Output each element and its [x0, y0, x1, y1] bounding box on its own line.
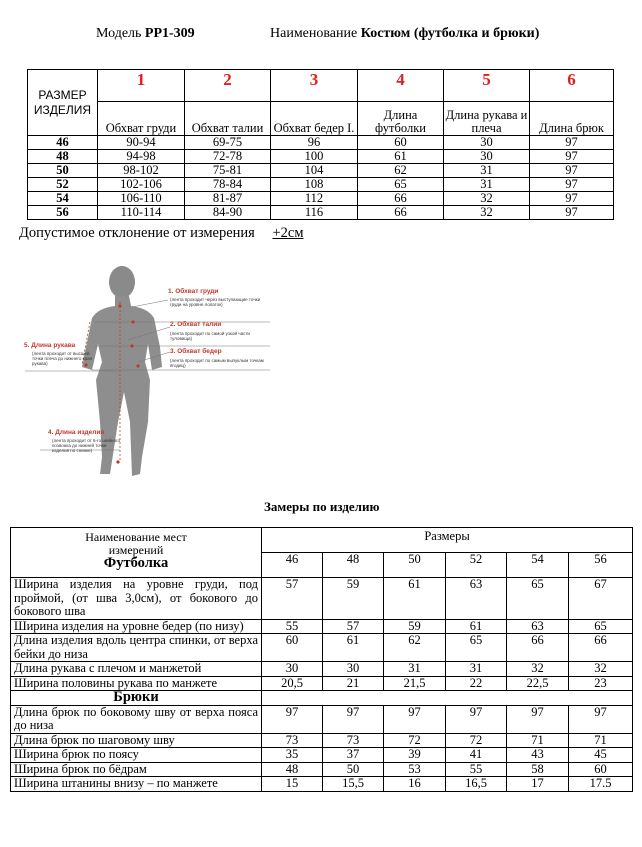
measure-value: 61 — [323, 634, 384, 662]
value-cell: 97 — [530, 150, 614, 164]
measure-row — [11, 619, 633, 634]
figure-label-length: 4. Длина изделия — [48, 429, 105, 436]
measure-value: 65 — [507, 578, 569, 620]
measure-value: 45 — [569, 748, 633, 763]
size-row — [28, 150, 614, 164]
measure-value: 30 — [262, 662, 323, 677]
figure-label-chest: 1. Обхват груди — [168, 288, 219, 295]
size-row — [28, 206, 614, 220]
measure-value: 17 — [507, 777, 569, 792]
size-row — [28, 164, 614, 178]
value-cell: 104 — [271, 164, 358, 178]
size-row — [28, 178, 614, 192]
value-cell: 66 — [358, 206, 444, 220]
name-header: Наименование мест измерений — [85, 530, 187, 557]
value-cell: 112 — [271, 192, 358, 206]
section-empty — [262, 691, 633, 706]
measure-value: 31 — [446, 662, 507, 677]
value-cell: 116 — [271, 206, 358, 220]
value-cell: 110-114 — [98, 206, 185, 220]
measure-value: 97 — [569, 705, 633, 733]
value-cell: 30 — [444, 136, 530, 150]
measure-value: 16,5 — [446, 777, 507, 792]
size-header-cell: 48 — [323, 553, 384, 578]
measure-value: 43 — [507, 748, 569, 763]
measure-value: 97 — [446, 705, 507, 733]
product-name-line — [270, 26, 539, 42]
value-cell: 98-102 — [98, 164, 185, 178]
measure-row — [11, 676, 633, 691]
model-code: РР1-309 — [144, 26, 195, 41]
size-header-cell: РАЗМЕР ИЗДЕЛИЯ — [28, 70, 98, 136]
value-cell: 97 — [530, 178, 614, 192]
value-cell: 75-81 — [185, 164, 271, 178]
measure-value: 62 — [384, 634, 446, 662]
header-row — [11, 528, 633, 553]
value-cell: 90-94 — [98, 136, 185, 150]
measure-value: 35 — [262, 748, 323, 763]
measure-value: 66 — [507, 634, 569, 662]
value-cell: 32 — [444, 206, 530, 220]
value-cell: 72-78 — [185, 150, 271, 164]
measure-value: 60 — [262, 634, 323, 662]
measure-row — [11, 705, 633, 733]
deviation-value: +2см — [272, 225, 304, 241]
value-cell: 31 — [444, 178, 530, 192]
value-cell: 60 — [358, 136, 444, 150]
measure-value: 58 — [507, 762, 569, 777]
measure-value: 22,5 — [507, 676, 569, 691]
measure-value: 22 — [446, 676, 507, 691]
size-header-cell: 52 — [446, 553, 507, 578]
measure-value: 97 — [262, 705, 323, 733]
value-cell: 84-90 — [185, 206, 271, 220]
size-header-cell: 54 — [507, 553, 569, 578]
col-number: 3 — [271, 70, 358, 102]
measure-row — [11, 762, 633, 777]
size-table — [27, 69, 614, 220]
measure-row — [11, 733, 633, 748]
size-header-cell: 56 — [569, 553, 633, 578]
value-cell: 62 — [358, 164, 444, 178]
figure-note-length: (лента проходит от 6-го шейного позвонка до нижней точки изделия по спинке) — [52, 438, 120, 453]
value-cell: 97 — [530, 136, 614, 150]
name-value: Костюм (футболка и брюки) — [360, 26, 540, 41]
figure-note-sleeve: (лента проходит от высшей точки плеча до нижнего края рукава) — [32, 351, 93, 366]
value-cell: 102-106 — [98, 178, 185, 192]
measure-value: 57 — [262, 578, 323, 620]
deviation-text: Допустимое отклонение от измерения — [19, 225, 255, 241]
figure-note-hips: (лента проходит по самым выпуклым точкам ягодиц) — [170, 358, 264, 368]
name-label: Наименование — [270, 26, 358, 41]
value-cell: 100 — [271, 150, 358, 164]
measure-value: 61 — [384, 578, 446, 620]
measure-value: 63 — [446, 578, 507, 620]
measure-name: Ширина изделия на уровне бедер (по низу) — [11, 619, 262, 634]
col-label: Длина брюк — [530, 102, 614, 136]
size-header-cell: 46 — [262, 553, 323, 578]
measure-value: 20,5 — [262, 676, 323, 691]
measure-value: 21,5 — [384, 676, 446, 691]
value-cell: 97 — [530, 164, 614, 178]
measure-value: 71 — [507, 733, 569, 748]
measure-value: 55 — [262, 619, 323, 634]
figure-note-waist: (лента проходит по самой узкой части туловища) — [170, 331, 250, 341]
measure-value: 21 — [323, 676, 384, 691]
measure-value: 72 — [446, 733, 507, 748]
measure-value: 53 — [384, 762, 446, 777]
model-label: Модель — [96, 26, 142, 41]
measure-value: 15,5 — [323, 777, 384, 792]
size-row — [28, 192, 614, 206]
measure-name: Длина изделия вдоль центра спинки, от верха бейки до низа — [11, 634, 262, 662]
col-number: 4 — [358, 70, 444, 102]
size-row — [28, 136, 614, 150]
body-silhouette-icon — [20, 262, 280, 487]
value-cell: 97 — [530, 192, 614, 206]
value-cell: 30 — [444, 150, 530, 164]
measure-value: 73 — [323, 733, 384, 748]
value-cell: 32 — [444, 192, 530, 206]
measure-value: 72 — [384, 733, 446, 748]
measure-value: 59 — [384, 619, 446, 634]
measure-value: 61 — [446, 619, 507, 634]
deviation-note — [19, 225, 304, 242]
measure-value: 41 — [446, 748, 507, 763]
measure-value: 50 — [323, 762, 384, 777]
measure-value: 97 — [384, 705, 446, 733]
measure-name: Длина рукава с плечом и манжетой — [11, 662, 262, 677]
col-label: Длина рукава и плеча — [444, 102, 530, 136]
measure-value: 32 — [507, 662, 569, 677]
measure-value: 63 — [507, 619, 569, 634]
col-number: 1 — [98, 70, 185, 102]
figure-label-hips: 3. Обхват бедер — [170, 348, 222, 355]
measure-value: 60 — [569, 762, 633, 777]
measure-row — [11, 777, 633, 792]
value-cell: 108 — [271, 178, 358, 192]
section-row — [11, 691, 633, 706]
size-cell: 50 — [28, 164, 98, 178]
value-cell: 31 — [444, 164, 530, 178]
measure-value: 37 — [323, 748, 384, 763]
value-cell: 78-84 — [185, 178, 271, 192]
col-label: Обхват бедер I. — [271, 102, 358, 136]
measure-value: 31 — [384, 662, 446, 677]
size-cell: 54 — [28, 192, 98, 206]
measure-table — [10, 527, 633, 792]
col-label: Обхват груди — [98, 102, 185, 136]
measure-value: 57 — [323, 619, 384, 634]
measure-value: 97 — [323, 705, 384, 733]
measure-value: 23 — [569, 676, 633, 691]
size-cell: 48 — [28, 150, 98, 164]
measure-row — [11, 578, 633, 620]
model-line — [96, 26, 195, 42]
measure-name: Ширина штанины внизу – по манжете — [11, 777, 262, 792]
measure-row — [11, 748, 633, 763]
measure-value: 59 — [323, 578, 384, 620]
measure-value: 48 — [262, 762, 323, 777]
measure-name: Ширина брюк по бёдрам — [11, 762, 262, 777]
col-number: 5 — [444, 70, 530, 102]
measure-name: Ширина половины рукава по манжете — [11, 676, 262, 691]
figure-note-chest: (лента проходит через выступающие точки груди на уровне лопаток) — [170, 297, 261, 307]
size-header-cell: 50 — [384, 553, 446, 578]
figure-label-sleeve: 5. Длина рукава — [24, 342, 76, 349]
measure-value: 65 — [569, 619, 633, 634]
measure-value: 16 — [384, 777, 446, 792]
measure-value: 67 — [569, 578, 633, 620]
value-cell: 66 — [358, 192, 444, 206]
measure-value: 65 — [446, 634, 507, 662]
value-cell: 96 — [271, 136, 358, 150]
measure-value: 55 — [446, 762, 507, 777]
measure-value: 32 — [569, 662, 633, 677]
value-cell: 81-87 — [185, 192, 271, 206]
measure-value: 17.5 — [569, 777, 633, 792]
measure-value: 39 — [384, 748, 446, 763]
measurement-figure — [20, 262, 280, 487]
value-cell: 69-75 — [185, 136, 271, 150]
col-label: Длина футболки — [358, 102, 444, 136]
size-cell: 52 — [28, 178, 98, 192]
size-cell: 56 — [28, 206, 98, 220]
measure-name: Ширина брюк по поясу — [11, 748, 262, 763]
measure-value: 71 — [569, 733, 633, 748]
measure-value: 66 — [569, 634, 633, 662]
value-cell: 97 — [530, 206, 614, 220]
col-label: Обхват талии — [185, 102, 271, 136]
col-number: 6 — [530, 70, 614, 102]
measure-row — [11, 634, 633, 662]
figure-label-waist: 2. Обхват талии — [170, 321, 222, 328]
section-title: Футболка — [103, 555, 169, 571]
col-number: 2 — [185, 70, 271, 102]
measure-name: Длина брюк по шаговому шву — [11, 733, 262, 748]
section-title: Брюки — [11, 691, 262, 706]
sizes-header: Размеры — [262, 528, 633, 553]
measure-value: 97 — [507, 705, 569, 733]
measure-value: 73 — [262, 733, 323, 748]
size-cell: 46 — [28, 136, 98, 150]
measure-name: Длина брюк по боковому шву от верха пояса до низа — [11, 705, 262, 733]
value-cell: 61 — [358, 150, 444, 164]
measure-value: 15 — [262, 777, 323, 792]
measure-name: Ширина изделия на уровне груди, под проймой, (от шва 3,0см), от бокового до бокового шва — [11, 578, 262, 620]
measure-value: 30 — [323, 662, 384, 677]
name-header-cell — [11, 528, 262, 578]
value-cell: 94-98 — [98, 150, 185, 164]
measure-row — [11, 662, 633, 677]
measure-table-title: Замеры по изделию — [264, 499, 380, 514]
value-cell: 106-110 — [98, 192, 185, 206]
value-cell: 65 — [358, 178, 444, 192]
